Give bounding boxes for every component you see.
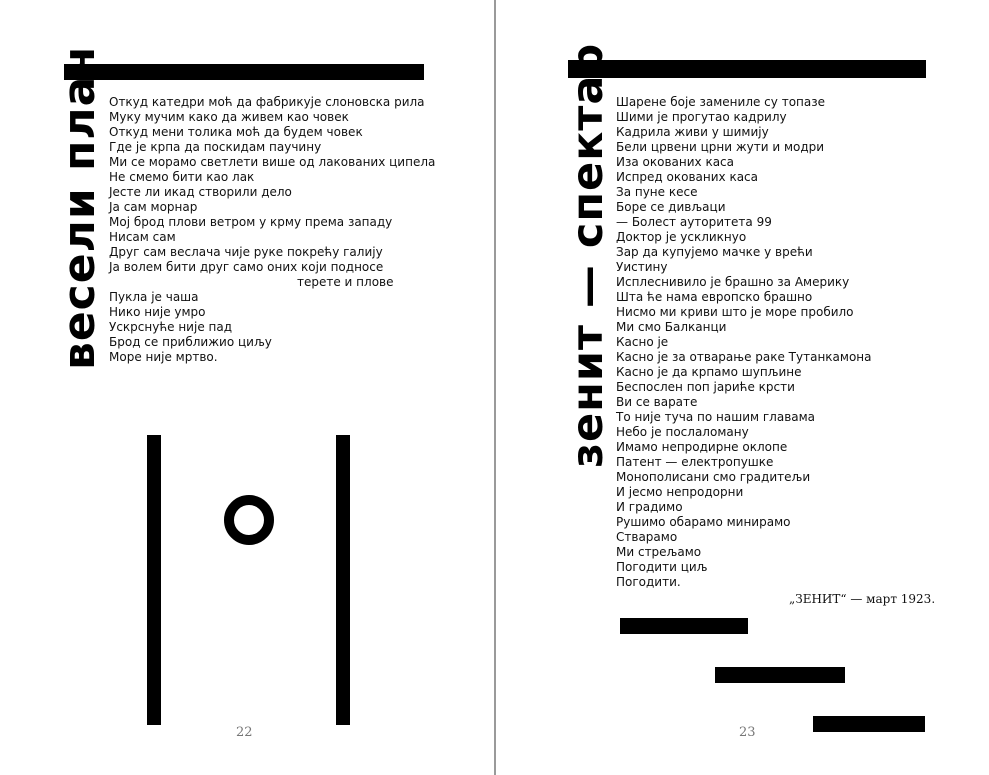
poem-line: Кадрила живи у шимију — [616, 125, 769, 139]
stair-bar-3 — [813, 716, 925, 732]
left-page — [0, 0, 494, 775]
poem-line: Монополисани смо градитељи — [616, 470, 811, 484]
poem-line: Касно је за отварање раке Тутанкамона — [616, 350, 872, 364]
poem-line: Откуд мени толика моћ да будем човек — [109, 125, 363, 139]
poem-line: Море није мртво. — [109, 350, 218, 364]
poem-line: И јесмо непродорни — [616, 485, 744, 499]
poem-line: терете и плове — [297, 275, 394, 289]
poem-line: Погодити циљ — [616, 560, 708, 574]
poem-line: За пуне кесе — [616, 185, 698, 199]
poem-line: Иза окованих каса — [616, 155, 734, 169]
poem-line: Шта ће нама европско брашно — [616, 290, 813, 304]
poem-line: Пукла је чаша — [109, 290, 199, 304]
right-page — [496, 0, 989, 775]
poem-line: Уистину — [616, 260, 668, 274]
poem-line: Ја сам морнар — [109, 200, 198, 214]
poem-line: Нисмо ми криви што је море пробило — [616, 305, 854, 319]
poem-line: То није туча по нашим главама — [616, 410, 816, 424]
poem-line: Бели црвени црни жути и модри — [616, 140, 825, 154]
poem-line: Боре се дивљаци — [616, 200, 726, 214]
poem-line: Шими је прогутао кадрилу — [616, 110, 787, 124]
right-page-title: зенит — спектар — [563, 42, 613, 468]
poem-line: Нико није умро — [109, 305, 206, 319]
poem-line: Друг сам веслача чије руке покрећу галију — [109, 245, 383, 259]
page-number: 22 — [236, 725, 253, 740]
poem-line: Имамо непродирне оклопе — [616, 440, 788, 454]
source-signature: „ЗЕНИТ“ — март 1923. — [789, 592, 936, 606]
poem-line: Исплеснивило је брашно за Америку — [616, 275, 850, 289]
left-page-title: весели плач — [54, 44, 105, 370]
right-vertical-bar — [336, 435, 350, 725]
poem-line: Беспослен поп јариће крсти — [616, 380, 795, 394]
poem-line: И градимо — [616, 500, 683, 514]
left-vertical-bar — [147, 435, 161, 725]
poem-line: Шарене боје замениле су топазе — [616, 95, 825, 109]
poem-line: Ми смо Балканци — [616, 320, 727, 334]
poem-line: Мој брод плови ветром у крму према западу — [109, 215, 393, 229]
poem-line: Рушимо обарамо минирамо — [616, 515, 791, 529]
poem-line: Погодити. — [616, 575, 681, 589]
poem-line: Испред окованих каса — [616, 170, 759, 184]
poem-line: Касно је — [616, 335, 669, 349]
poem-line: Касно је да крпамо шупљине — [616, 365, 802, 379]
poem-line: Зар да купујемо мачке у врећи — [616, 245, 813, 259]
top-rule-bar — [568, 60, 926, 78]
left-poem — [109, 95, 435, 365]
poem-line: Не смемо бити као лак — [109, 170, 255, 184]
top-rule-bar — [64, 64, 424, 80]
page-number: 23 — [739, 725, 756, 740]
poem-line: Брод се приближио циљу — [109, 335, 272, 349]
poem-line: — Болест ауторитета 99 — [616, 215, 772, 229]
poem-line: Откуд катедри моћ да фабрикује слоновска рила — [109, 95, 425, 109]
poem-line: Ускрснуће није пад — [109, 320, 233, 334]
stair-bar-1 — [620, 618, 748, 634]
poem-line: Ја волем бити друг само оних који подносе — [109, 260, 384, 274]
poem-line: Муку мучим како да живем као човек — [109, 110, 349, 124]
poem-line: Јесте ли икад створили дело — [109, 185, 292, 199]
poem-line: Патент — електропушке — [616, 455, 774, 469]
stair-bar-2 — [715, 667, 845, 683]
ring-letter-o — [224, 495, 274, 545]
poem-line: Ми се морамо светлети више од лакованих ципела — [109, 155, 436, 169]
poem-line: Ви се варате — [616, 395, 698, 409]
poem-line: Где је крпа да поскидам паучину — [109, 140, 322, 154]
right-poem — [616, 95, 872, 590]
poem-line: Нисам сам — [109, 230, 176, 244]
poem-line: Стварамо — [616, 530, 678, 544]
poem-line: Ми стрељамо — [616, 545, 702, 559]
poem-line: Небо је послаломану — [616, 425, 749, 439]
poem-line: Доктор је ускликнуо — [616, 230, 747, 244]
